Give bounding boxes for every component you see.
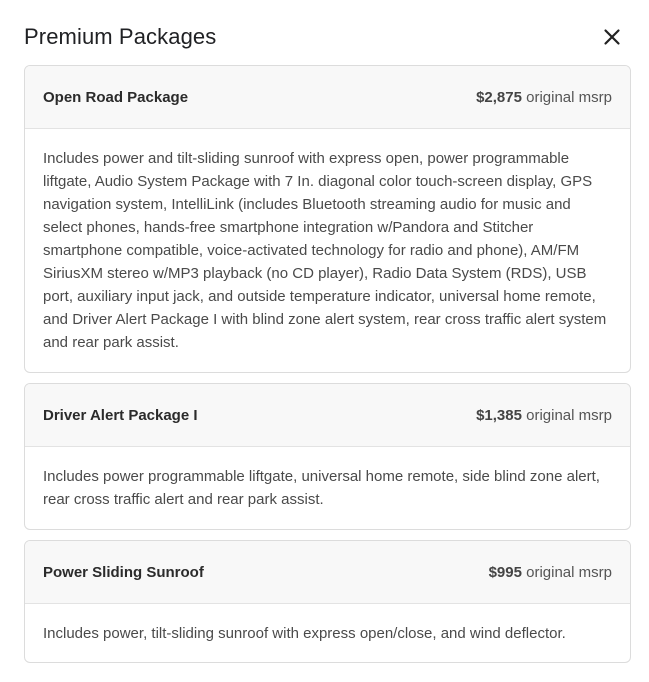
package-description-text: Includes power, tilt-sliding sunroof with express open/close, and wind deflector.: [43, 625, 566, 642]
package-list: [24, 65, 631, 673]
package-description-text: Includes power programmable liftgate, universal home remote, side blind zone alert, rear cross traffic alert and rear park assist.: [43, 468, 600, 508]
package-description: [25, 129, 630, 372]
price-note: original msrp: [526, 563, 612, 581]
package-header: [25, 541, 630, 604]
package-description: [25, 447, 630, 529]
package-card-open-road: [24, 65, 631, 373]
modal-title: Premium Packages: [24, 24, 217, 49]
modal-header: [24, 22, 630, 52]
price-amount: $1,385: [476, 406, 522, 424]
close-icon: [600, 25, 624, 49]
price-amount: $2,875: [476, 88, 522, 106]
package-description: [25, 604, 630, 662]
package-header: [25, 384, 630, 447]
package-header: [25, 66, 630, 129]
package-price: [476, 89, 612, 106]
package-price: [476, 407, 612, 424]
price-note: original msrp: [526, 88, 612, 106]
package-card-power-sliding-sunroof: [24, 540, 631, 663]
package-card-driver-alert: [24, 383, 631, 530]
package-price: [489, 564, 612, 581]
package-name: Power Sliding Sunroof: [43, 563, 204, 581]
price-note: original msrp: [526, 406, 612, 424]
close-button[interactable]: [600, 25, 624, 49]
package-name: Open Road Package: [43, 88, 189, 106]
package-description-text: Includes power and tilt-sliding sunroof with express open, power programmable liftgate, Audio System Package with 7 In. diagonal color touch-screen display, GPS navigation system, IntelliLink (includes Bluetooth streaming audio for music and select phones, hands-free smartphone integration w/Pandora and Stitcher smartphone compatible, voice-activated technology for radio and phone), AM/FM SiriusXM stereo w/MP3 playback (no CD player), Radio Data System (RDS), USB port, auxiliary input jack, and outside temperature indicator, universal home remote, and Driver Alert Package I with blind zone alert system, rear cross traffic alert system and rear park assist.: [43, 150, 607, 351]
package-name: Driver Alert Package I: [43, 406, 198, 424]
price-amount: $995: [488, 563, 522, 581]
